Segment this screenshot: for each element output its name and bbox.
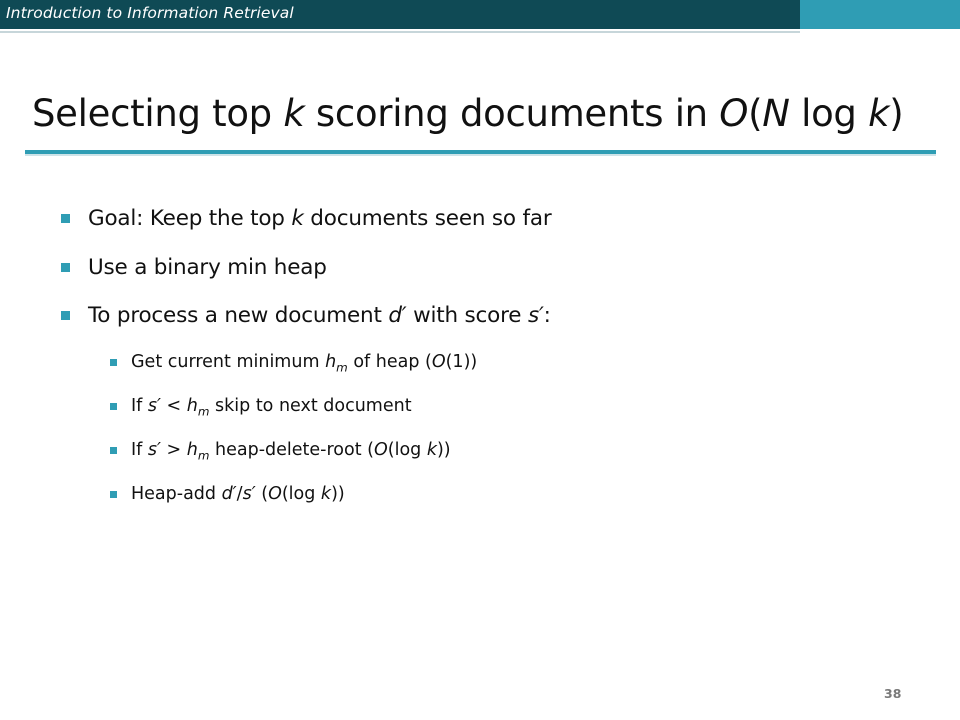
square-bullet-icon — [110, 447, 117, 454]
square-bullet-icon — [61, 214, 70, 223]
square-bullet-icon — [110, 403, 117, 410]
bullet-text: Use a binary min heap — [88, 255, 327, 280]
header-accent-block — [800, 0, 960, 29]
bullet-text: To process a new document d′ with score s′: — [88, 303, 551, 328]
header-divider — [0, 31, 800, 33]
square-bullet-icon — [110, 491, 117, 498]
course-title: Introduction to Information Retrieval — [6, 4, 294, 22]
page-number: 38 — [884, 686, 902, 701]
title-underline-shadow — [25, 154, 936, 156]
sub-bullet-text: Get current minimum $h_m$ of heap (O(1)) — [131, 352, 478, 375]
sub-bullet-text: If $s' < h_m$ skip to next document — [131, 396, 412, 419]
square-bullet-icon — [61, 263, 70, 272]
square-bullet-icon — [61, 311, 70, 320]
square-bullet-icon — [110, 359, 117, 366]
bullet-text: Goal: Keep the top k documents seen so far — [88, 206, 552, 231]
sub-bullet-text: If $s' > h_m$ heap-delete-root (O(log k)) — [131, 440, 451, 463]
sub-bullet-text: Heap-add d′/s′ (O(log k)) — [131, 484, 345, 504]
slide-title: Selecting top k scoring documents in O(N log k) — [32, 92, 904, 135]
